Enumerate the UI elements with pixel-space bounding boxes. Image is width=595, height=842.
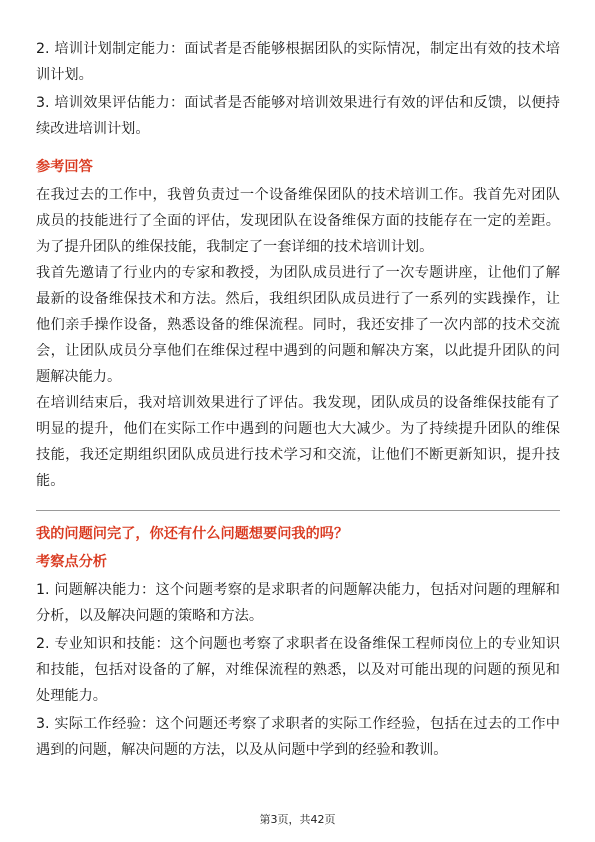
answer-paragraph: 在我过去的工作中，我曾负责过一个设备维保团队的技术培训工作。我首先对团队成员的技能进行了全面的评估，发现团队在设备维保方面的技能存在一定的差距。为了提升团队的维保技能，我制定了一套详细的技术培训计划。: [36, 187, 560, 255]
answer-paragraph: 我首先邀请了行业内的专家和教授，为团队成员进行了一次专题讲座，让他们了解最新的设备维保技术和方法。然后，我组织团队成员进行了一系列的实践操作，让他们亲手操作设备，熟悉设备的维保流程。同时，我还安排了一次内部的技术交流会，让团队成员分享他们在维保过程中遇到的问题和解决方案，以此提升团队的问题解决能力。: [36, 265, 560, 385]
analysis-item: 1. 问题解决能力：这个问题考察的是求职者的问题解决能力，包括对问题的理解和分析，以及解决问题的策略和方法。: [36, 582, 560, 624]
reference-answer-body: [36, 182, 560, 494]
reference-answer-heading: 参考回答: [36, 159, 93, 175]
page-number-footer: 第3页，共42页: [259, 813, 336, 826]
analysis-heading: 考察点分析: [36, 554, 107, 570]
section-divider: [36, 510, 560, 511]
document-page: [36, 36, 560, 765]
list-item-training-evaluation: 3. 培训效果评估能力：面试者是否能够对培训效果进行有效的评估和反馈，以便持续改进培训计划。: [36, 95, 560, 137]
question-title: 我的问题问完了，你还有什么问题想要问我的吗？: [36, 526, 349, 542]
analysis-item: 3. 实际工作经验：这个问题还考察了求职者的实际工作经验，包括在过去的工作中遇到的问题，解决问题的方法，以及从问题中学到的经验和教训。: [36, 716, 560, 758]
list-item-training-plan: 2. 培训计划制定能力：面试者是否能够根据团队的实际情况，制定出有效的技术培训计划。: [36, 41, 560, 83]
analysis-item: 2. 专业知识和技能：这个问题也考察了求职者在设备维保工程师岗位上的专业知识和技能，包括对设备的了解，对维保流程的熟悉，以及对可能出现的问题的预见和处理能力。: [36, 636, 560, 704]
analysis-list: [36, 577, 560, 763]
answer-paragraph: 在培训结束后，我对培训效果进行了评估。我发现，团队成员的设备维保技能有了明显的提升，他们在实际工作中遇到的问题也大大减少。为了持续提升团队的维保技能，我还定期组织团队成员进行技术学习和交流，让他们不断更新知识，提升技能。: [36, 395, 560, 489]
top-list: [36, 36, 560, 142]
